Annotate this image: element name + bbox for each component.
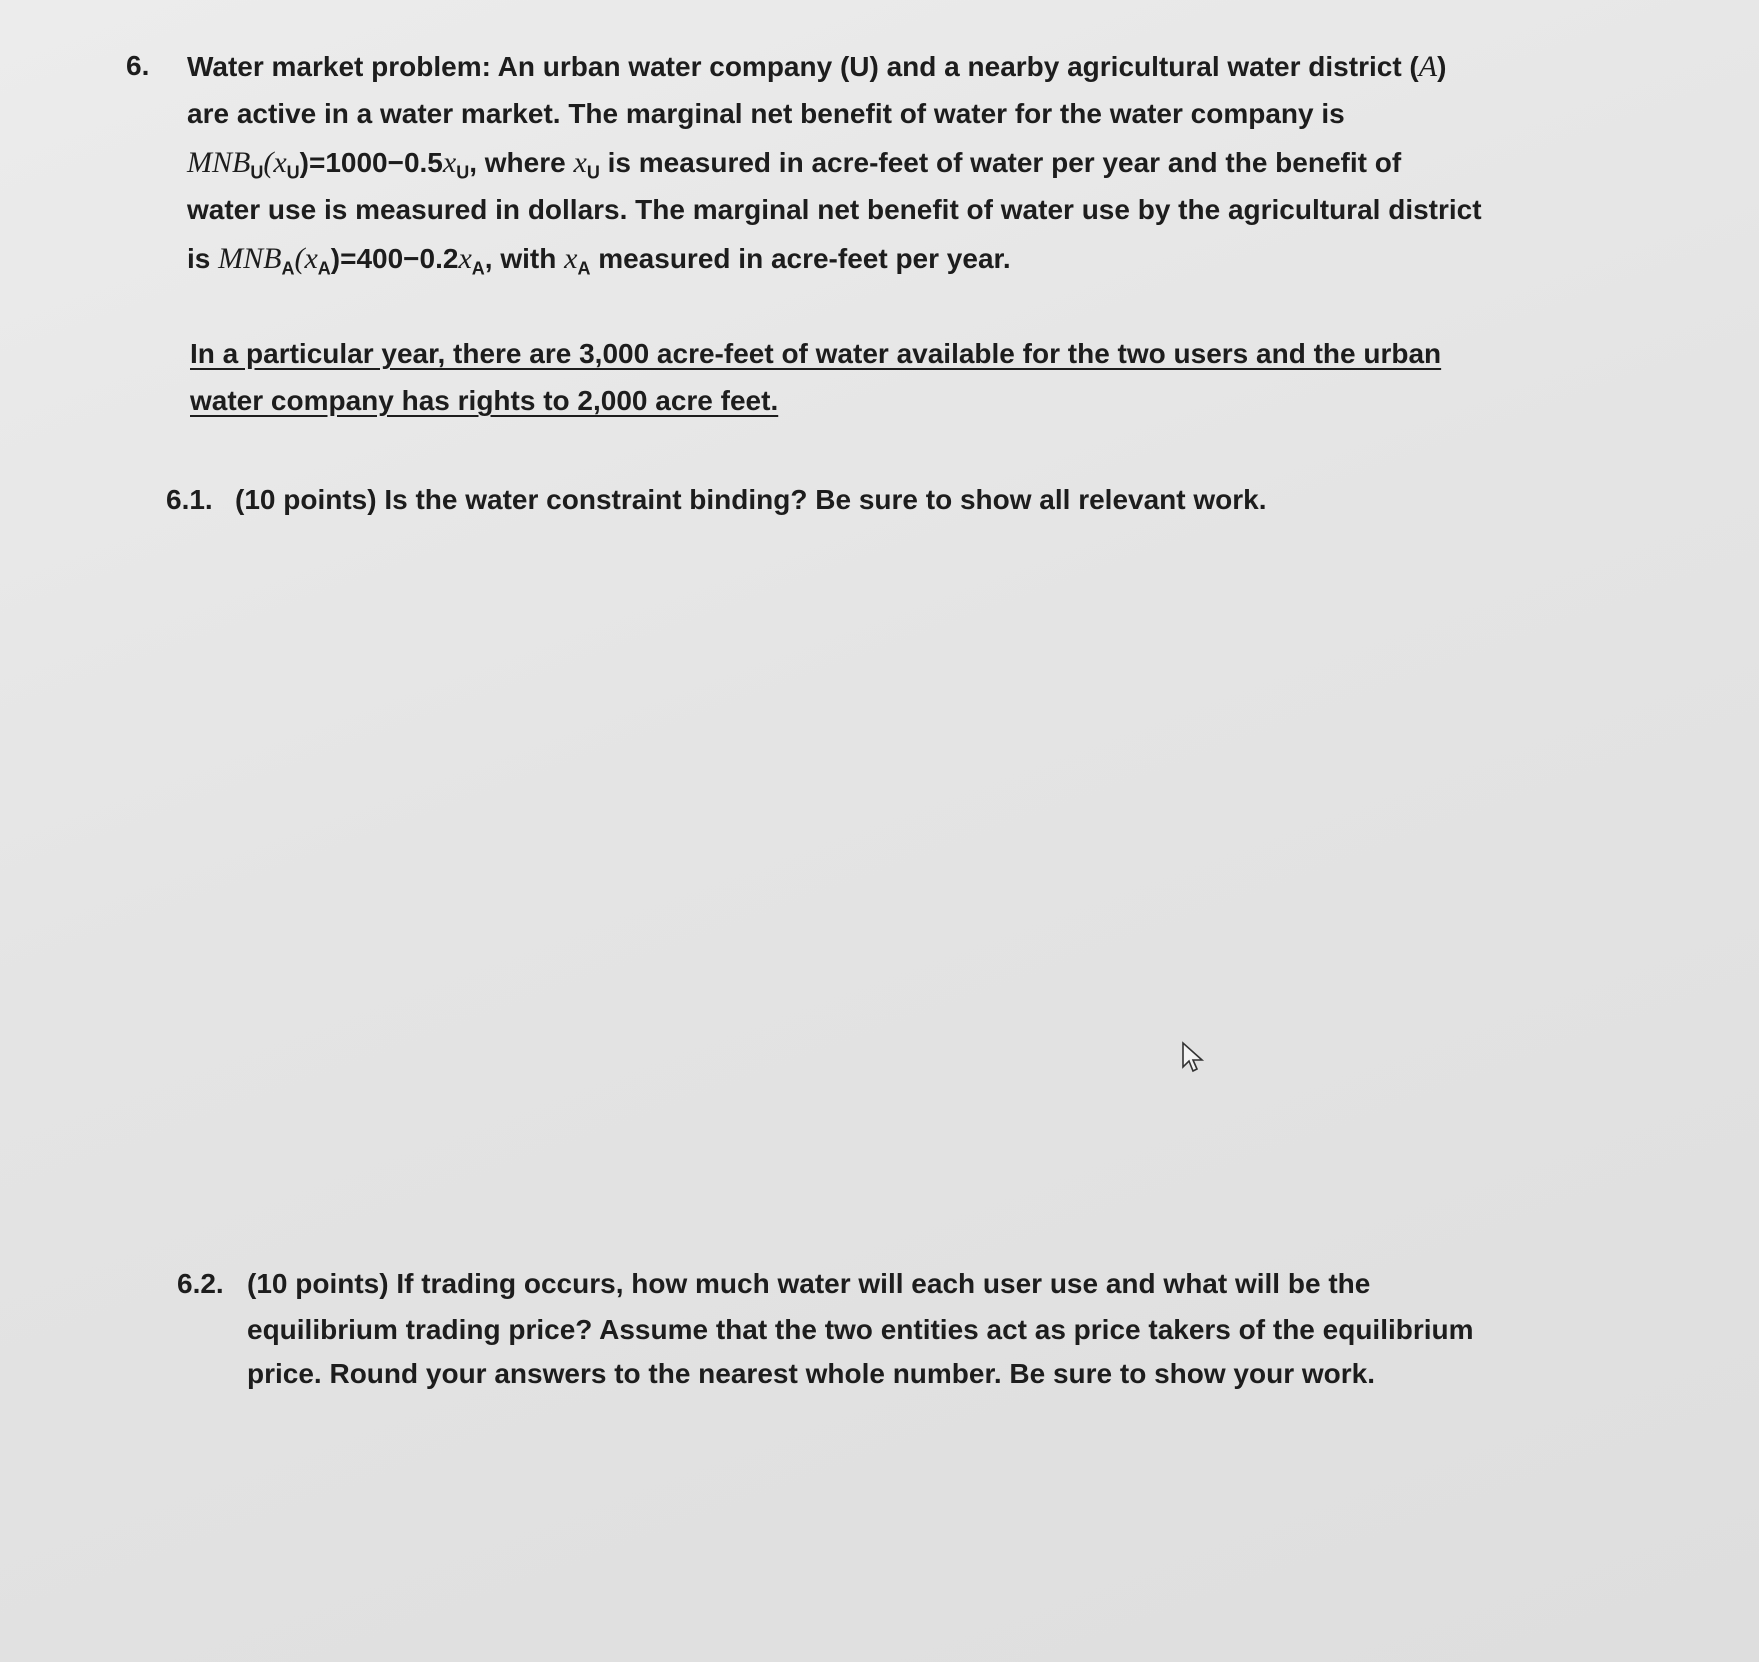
problem-line-3	[187, 146, 1401, 184]
text-segment: )	[1437, 51, 1447, 82]
problem-number: 6.	[126, 50, 150, 81]
question-number: 6.1.	[166, 484, 213, 515]
math-segment: x	[442, 146, 457, 179]
text-segment: are active in a water market. The marginal net benefit of water for the water company is	[187, 98, 1345, 129]
text-segment: )=400−0.2	[330, 243, 459, 274]
text-segment: measured in acre-feet per year.	[590, 243, 1011, 274]
text-segment: )=1000−0.5	[299, 147, 443, 178]
text-segment: is measured in acre-feet of water per year and the benefit of	[599, 147, 1402, 178]
text-segment: Water market problem: An urban water company (U) and a nearby agricultural water district (	[187, 51, 1419, 82]
problem-line-4	[187, 194, 1482, 226]
question-line-1: (10 points) If trading occurs, how much water will each user use and what will be the	[247, 1268, 1371, 1299]
math-segment: x	[564, 242, 578, 275]
text-segment: A	[577, 258, 591, 279]
question-line-2: equilibrium trading price? Assume that the two entities act as price takers of the equilibrium	[247, 1314, 1474, 1345]
text-segment: is	[187, 243, 219, 274]
text-segment: , where	[469, 147, 574, 178]
condition-line-2: water company has rights to 2,000 acre feet.	[190, 385, 779, 416]
question-text: (10 points) Is the water constraint binding? Be sure to show all relevant work.	[235, 484, 1267, 515]
math-segment: (x	[294, 242, 318, 275]
text-segment: A	[281, 258, 295, 279]
mouse-pointer-icon	[1180, 1040, 1210, 1076]
question-line-3: price. Round your answers to the nearest whole number. Be sure to show your work.	[247, 1358, 1376, 1389]
math-segment: MNB	[187, 146, 251, 179]
condition-line-1: In a particular year, there are 3,000 acre-feet of water available for the two users and the urban	[190, 338, 1442, 369]
problem-line-5	[187, 242, 1011, 280]
text-segment: U	[286, 162, 300, 183]
math-segment: x	[458, 242, 472, 275]
math-segment: A	[1418, 50, 1438, 83]
text-segment: U	[250, 162, 264, 183]
problem-line-2	[187, 98, 1345, 130]
text-segment: A	[317, 258, 331, 279]
math-segment: x	[573, 146, 587, 179]
text-segment: , with	[484, 243, 565, 274]
text-segment: A	[471, 258, 485, 279]
text-segment: U	[456, 162, 470, 183]
text-segment: water use is measured in dollars. The marginal net benefit of water use by the agricultural district	[187, 194, 1482, 225]
math-segment: MNB	[218, 242, 282, 275]
math-segment: (x	[263, 146, 287, 179]
question-number: 6.2.	[177, 1268, 224, 1299]
text-segment: U	[586, 162, 600, 183]
problem-line-1	[187, 50, 1446, 84]
